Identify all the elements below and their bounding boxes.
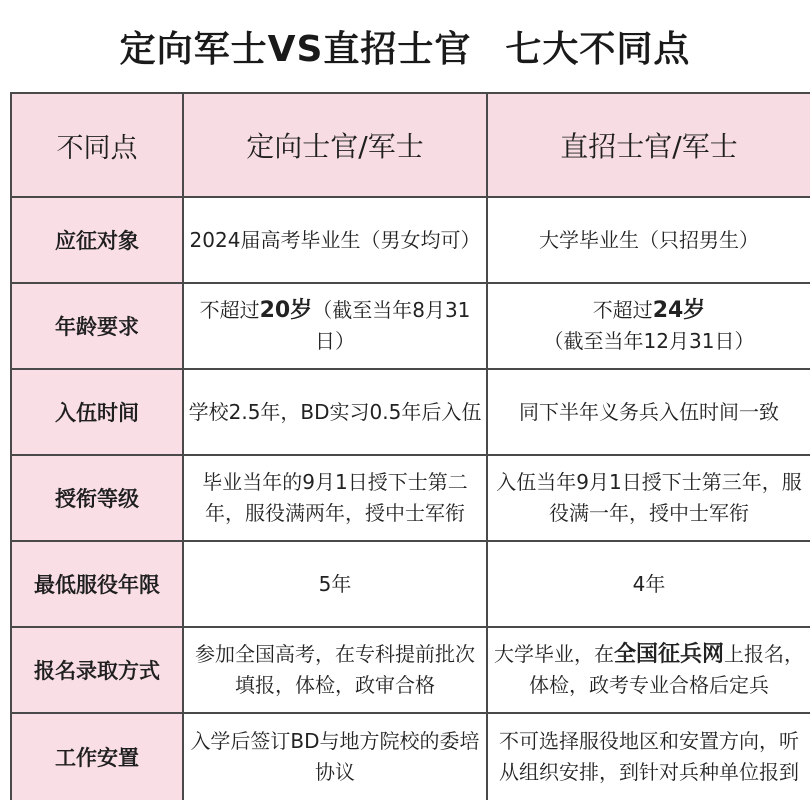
direct-value: 大学毕业生（只招男生） <box>487 197 810 283</box>
directed-value: 5年 <box>183 541 487 627</box>
page-title <box>0 0 810 92</box>
directed-value: 2024届高考毕业生（男女均可） <box>183 197 487 283</box>
text-line: 从组织安排，到针对兵种单位报到 <box>499 760 799 784</box>
recruit-website: 全国征兵网 <box>613 642 724 667</box>
directed-value <box>183 627 487 713</box>
text-line: 入学后签订BD与地方院校的委培 <box>190 729 480 753</box>
row-label: 年龄要求 <box>11 283 183 369</box>
text-line: 体检，政考专业合格后定兵 <box>529 673 769 697</box>
directed-value: 学校2.5年，BD实习0.5年后入伍 <box>183 369 487 455</box>
direct-value <box>487 713 810 800</box>
direct-value <box>487 283 810 369</box>
text-line: 不可选择服役地区和安置方向，听 <box>499 729 799 753</box>
text-line: 毕业当年的9月1日授下士第二 <box>202 470 468 494</box>
direct-value <box>487 627 810 713</box>
text-line: 役满一年，授中士军衔 <box>549 501 749 525</box>
title-part-1: 定向军士VS直招士官 <box>119 28 472 70</box>
direct-value: 同下半年义务兵入伍时间一致 <box>487 369 810 455</box>
text-line: 参加全国高考，在专科提前批次 <box>195 642 475 666</box>
row-label: 入伍时间 <box>11 369 183 455</box>
text: 不超过 <box>199 298 260 322</box>
table-row <box>11 283 810 369</box>
text: 大学毕业，在 <box>493 642 614 666</box>
row-label: 授衔等级 <box>11 455 183 541</box>
left-edge <box>0 92 10 800</box>
comparison-table <box>10 92 810 800</box>
text-line: 年，服役满两年，授中士军衔 <box>205 501 465 525</box>
table-row <box>11 197 810 283</box>
table-row <box>11 713 810 800</box>
directed-value <box>183 283 487 369</box>
text-line: 入伍当年9月1日授下士第三年，服 <box>496 470 802 494</box>
text: 上报名， <box>724 642 804 666</box>
age-limit-directed: 20岁 <box>259 298 313 323</box>
header-direct: 直招士官/军士 <box>487 93 810 197</box>
age-limit-direct: 24岁 <box>652 298 706 323</box>
header-aspect: 不同点 <box>11 93 183 197</box>
title-part-2: 七大不同点 <box>505 28 691 70</box>
direct-value: 4年 <box>487 541 810 627</box>
header-directed: 定向士官/军士 <box>183 93 487 197</box>
table-header-row <box>11 93 810 197</box>
table-row <box>11 541 810 627</box>
row-label: 报名录取方式 <box>11 627 183 713</box>
direct-value <box>487 455 810 541</box>
text-line: 协议 <box>315 760 355 784</box>
row-label: 应征对象 <box>11 197 183 283</box>
text-line: 填报，体检，政审合格 <box>235 673 435 697</box>
text: （截至当年8月31日） <box>312 298 471 353</box>
text: 不超过 <box>592 298 653 322</box>
row-label: 最低服役年限 <box>11 541 183 627</box>
table-row <box>11 455 810 541</box>
directed-value <box>183 455 487 541</box>
directed-value <box>183 713 487 800</box>
table-row <box>11 369 810 455</box>
text: （截至当年12月31日） <box>543 329 755 353</box>
row-label: 工作安置 <box>11 713 183 800</box>
table-row <box>11 627 810 713</box>
